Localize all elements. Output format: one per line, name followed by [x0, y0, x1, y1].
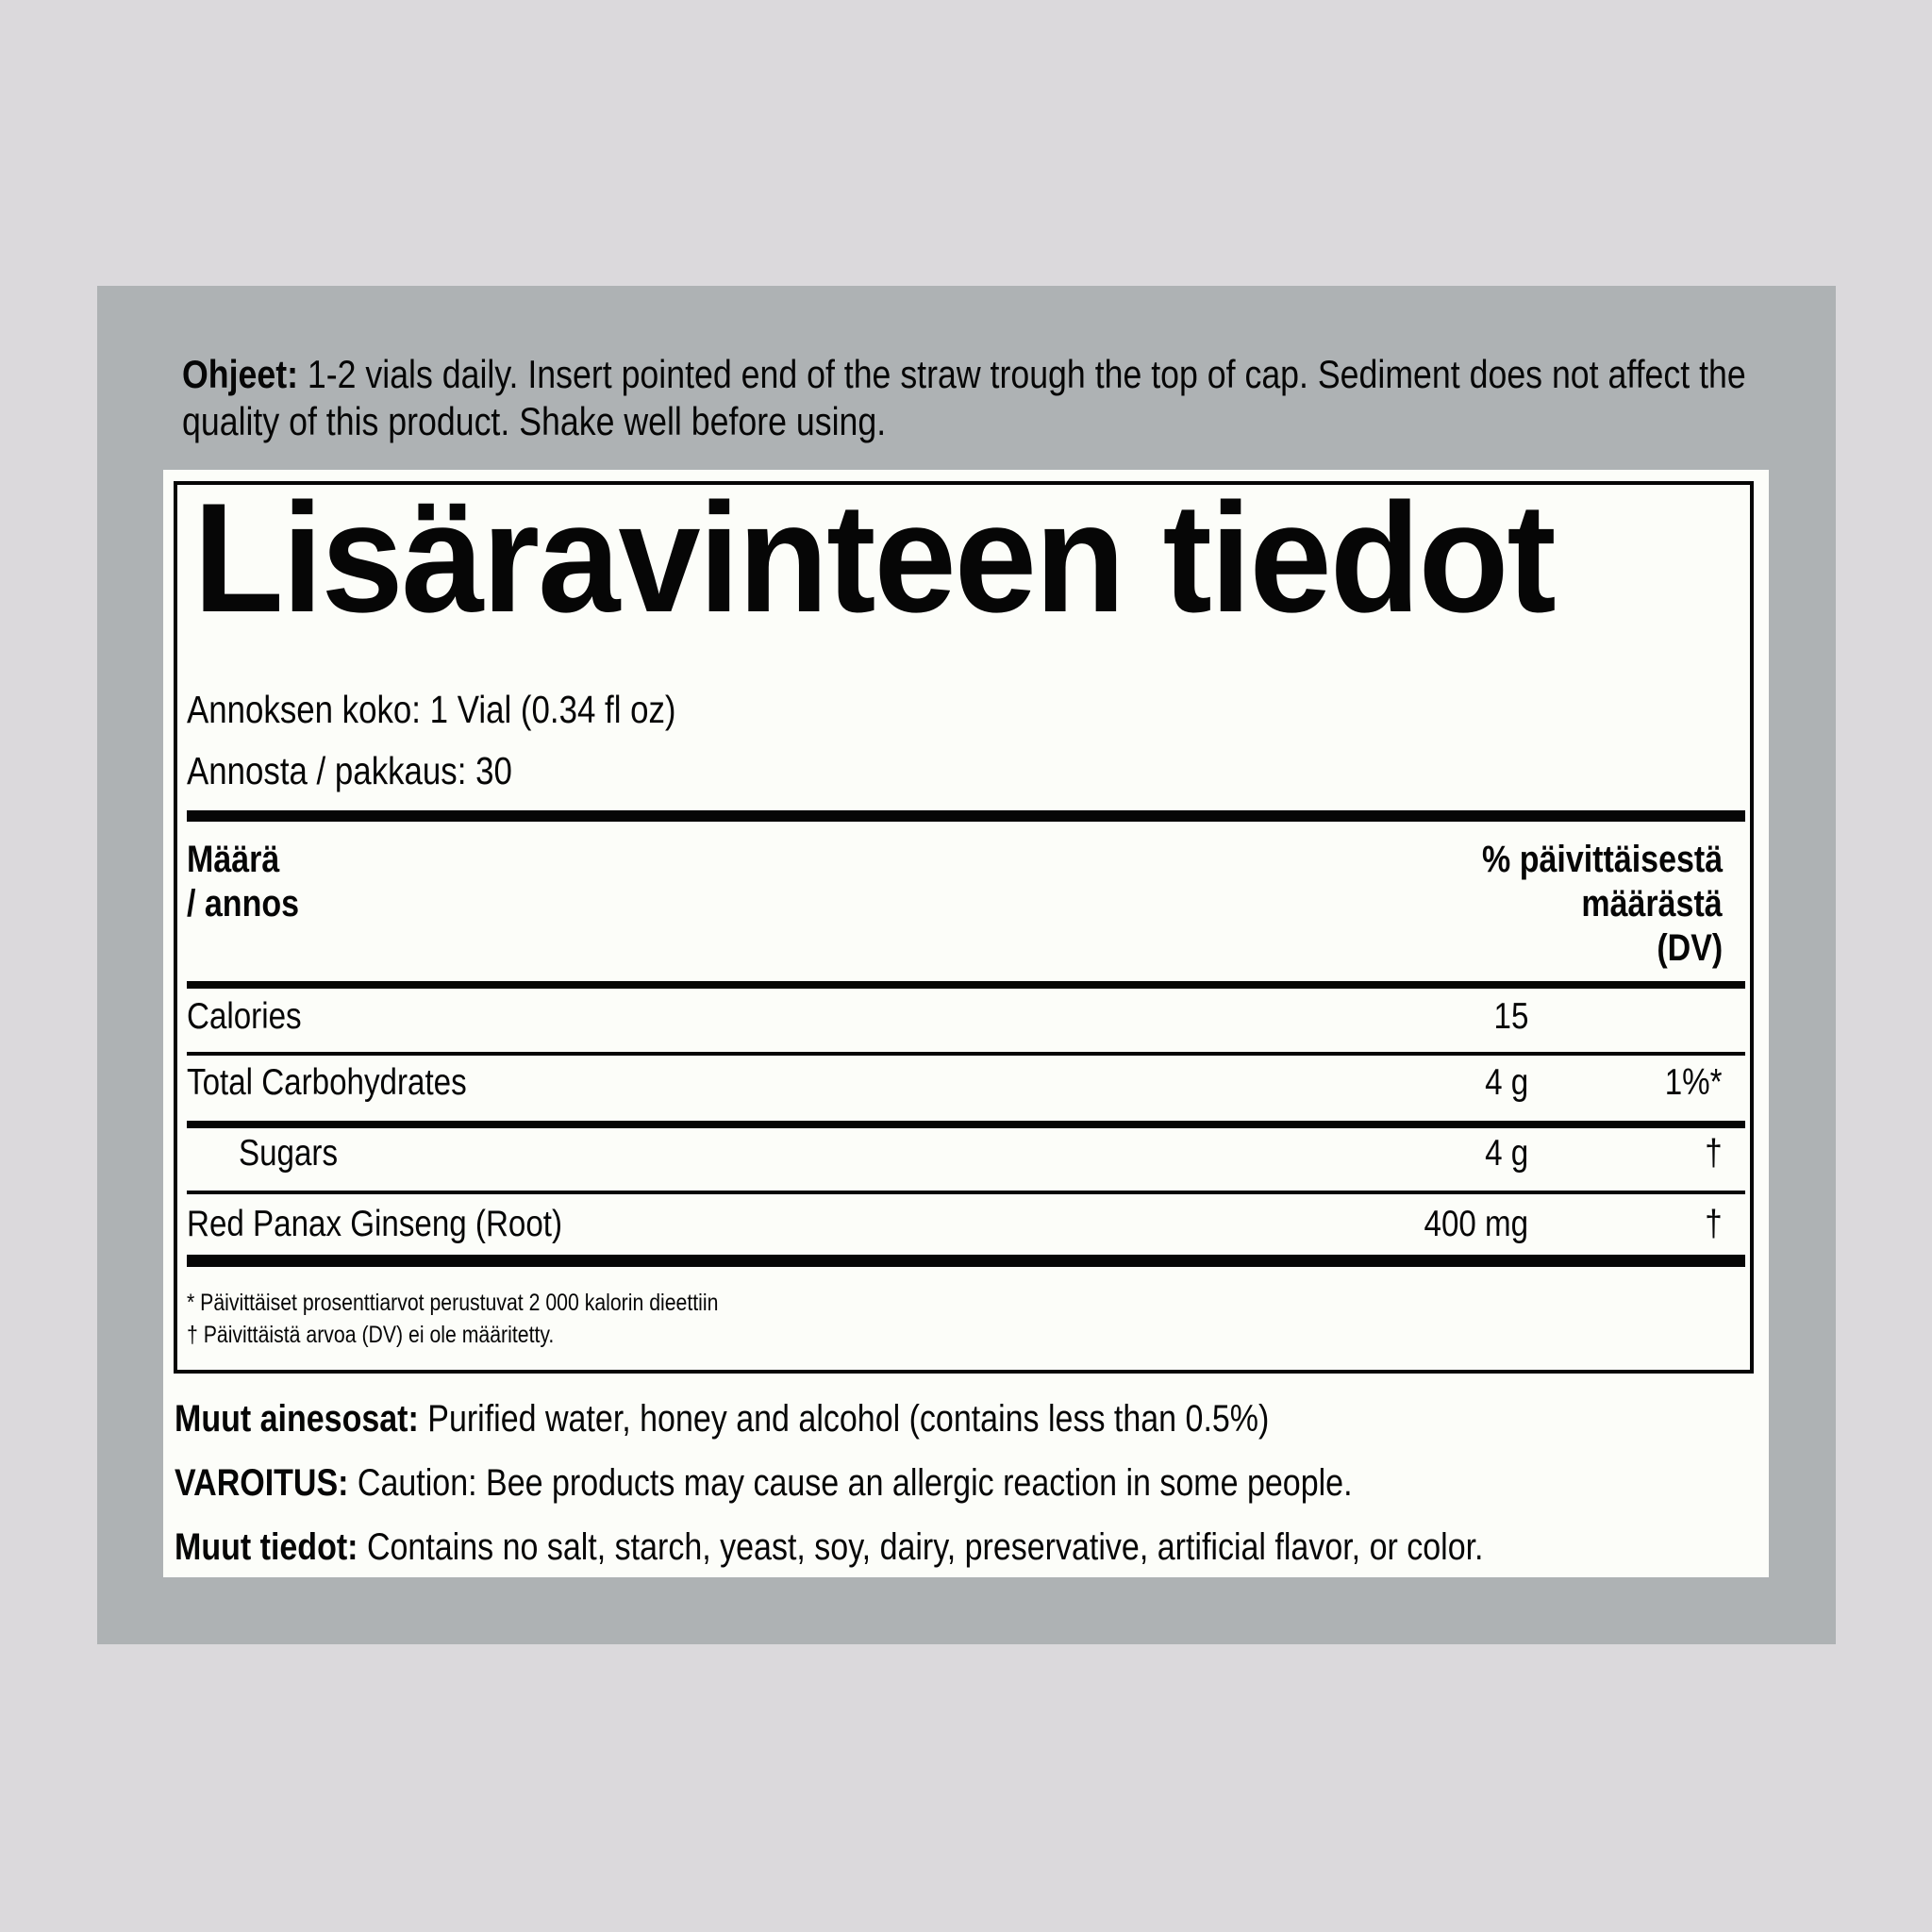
dv-header-line-2: määrästä — [1581, 883, 1723, 924]
other-info-text: Contains no salt, starch, yeast, soy, dairy, preservative, artificial flavor, or color. — [366, 1526, 1484, 1568]
row-divider — [187, 1052, 1745, 1056]
directions-line-2: quality of this product. Shake well before using. — [182, 399, 887, 443]
amount-column-header — [187, 838, 319, 926]
other-ingredients-label: Muut ainesosat: — [175, 1398, 419, 1440]
thick-divider-bottom — [187, 1255, 1745, 1267]
table-row-calories — [187, 996, 1745, 1038]
row-divider — [187, 1191, 1745, 1194]
directions-label: Ohjeet: — [182, 352, 298, 396]
servings-per-container-line: Annosta / pakkaus: 30 — [187, 749, 512, 792]
nutrient-name: Red Panax Ginseng (Root) — [187, 1204, 563, 1244]
amount-header-line-1: Määrä — [187, 839, 280, 880]
nutrient-name: Total Carbohydrates — [187, 1062, 467, 1103]
dv-header-line-3: (DV) — [1657, 927, 1723, 969]
footnote-dv-not-established: † Päivittäistä arvoa (DV) ei ole määritetty. — [187, 1322, 555, 1348]
header-divider — [187, 981, 1745, 989]
table-row-red-panax-ginseng — [187, 1204, 1745, 1245]
nutrient-dv — [1528, 996, 1745, 1038]
warning-text: Caution: Bee products may cause an allergic reaction in some people. — [357, 1462, 1353, 1504]
thick-divider-top — [187, 810, 1745, 822]
nutrient-dv: 1%* — [1665, 1062, 1723, 1103]
nutrient-amount: 15 — [1493, 996, 1528, 1037]
other-ingredients-text: Purified water, honey and alcohol (contains less than 0.5%) — [427, 1398, 1270, 1440]
warning-label: VAROITUS: — [175, 1462, 349, 1504]
nutrient-amount: 400 mg — [1424, 1204, 1528, 1244]
serving-size-line: Annoksen koko: 1 Vial (0.34 fl oz) — [187, 688, 676, 731]
other-info-line — [175, 1524, 1714, 1570]
amount-header-line-2: / annos — [187, 883, 300, 924]
supplement-facts-title: Lisäravinteen tiedot — [193, 471, 1555, 644]
dv-header-line-1: % päivittäisestä — [1481, 839, 1723, 880]
footnote-dv-basis: * Päivittäiset prosenttiarvot perustuvat 2 000 kalorin dieettiin — [187, 1290, 719, 1316]
label-gray-panel — [97, 286, 1836, 1644]
nutrient-amount: 4 g — [1484, 1133, 1528, 1174]
row-divider-medium — [187, 1121, 1745, 1128]
nutrient-dv: † — [1705, 1204, 1723, 1244]
nutrient-amount: 4 g — [1484, 1062, 1528, 1103]
nutrient-dv: † — [1705, 1133, 1723, 1174]
nutrient-name: Calories — [187, 996, 302, 1037]
warning-line — [175, 1460, 1560, 1506]
directions-paragraph — [182, 351, 1932, 445]
supplement-facts-card — [163, 470, 1769, 1577]
supplement-facts-table — [174, 471, 1754, 1374]
nutrient-name: Sugars — [239, 1133, 339, 1174]
daily-value-column-header — [1440, 838, 1723, 971]
table-row-total-carbohydrates — [187, 1062, 1745, 1104]
table-row-sugars — [187, 1133, 1745, 1174]
other-ingredients-line — [175, 1396, 1462, 1441]
directions-line-1 — [182, 351, 1932, 398]
directions-line-1-text: 1-2 vials daily. Insert pointed end of the straw trough the top of cap. Sediment does not affect the — [307, 352, 1746, 396]
other-info-label: Muut tiedot: — [175, 1526, 358, 1568]
